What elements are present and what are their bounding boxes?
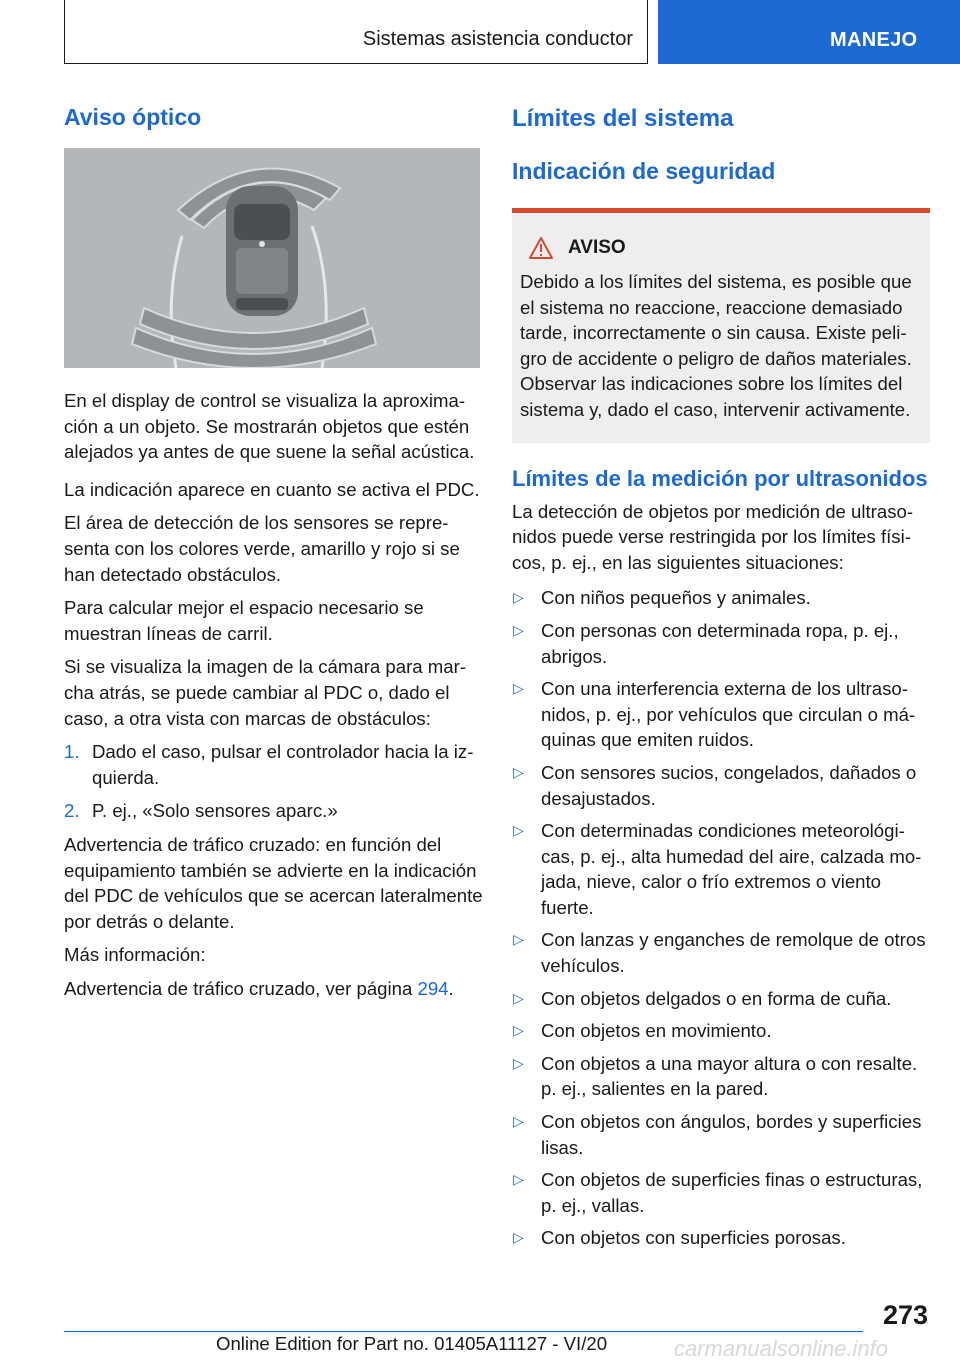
triangle-right-icon: ▷ (513, 589, 524, 606)
situations-list (512, 585, 930, 1251)
bullet-text: Con objetos con superficies porosas. (541, 1227, 846, 1249)
watermark-logo: carmanualsonline.info (674, 1336, 889, 1361)
list-item (512, 1167, 930, 1218)
header-chapter-label: MANEJO (830, 29, 918, 51)
right-column (512, 100, 930, 1258)
reference-text: Advertencia de tráfico cruzado, ver página (64, 977, 418, 999)
triangle-right-icon: ▷ (513, 1022, 524, 1039)
header-section-box (64, 0, 648, 64)
paragraph-lineas-carril: Para calcular mejor el espacio necesario se muestran líneas de carril. (64, 597, 424, 644)
page-link-294[interactable]: 294 (417, 977, 449, 999)
bullet-text: Con personas con determinada ropa, p. ej., abrigos. (541, 619, 899, 667)
triangle-right-icon: ▷ (513, 1113, 524, 1130)
list-item (512, 1018, 930, 1044)
list-item (512, 927, 930, 978)
warning-box (512, 208, 930, 443)
triangle-right-icon: ▷ (513, 989, 524, 1006)
bullet-text: Con lanzas y enganches de remolque de otros vehículos. (541, 929, 926, 977)
warning-triangle-icon (528, 236, 554, 260)
list-item (512, 618, 930, 669)
step-text: Dado el caso, pulsar el controlador hacia la izquierda. (92, 741, 474, 788)
footer-edition: Online Edition for Part no. 01405A11127 - VI/20 (216, 1333, 608, 1354)
list-item (512, 585, 930, 611)
paragraph-referencia (64, 976, 484, 1002)
page-number: 273 (882, 1300, 928, 1330)
left-column (64, 100, 484, 1001)
step-text: P. ej., «Solo sensores aparc.» (92, 800, 338, 822)
bullet-text: Con objetos delgados o en forma de cuña. (541, 987, 892, 1009)
warning-text: Debido a los límites del sistema, es posible que el sistema no reaccione, reaccione demasiado tarde, incorrectamente o sin causa. Existe peligro de accidente o peligro de daños materiales. Observar las indicaciones sobre los límites del sistema y, dado el caso, intervenir activamente. (520, 271, 912, 420)
triangle-right-icon: ▷ (513, 931, 524, 948)
header-section-title: Sistemas asistencia conductor (362, 28, 633, 50)
bullet-text: Con objetos de superficies finas o estructuras, p. ej., vallas. (541, 1169, 923, 1216)
list-item (64, 739, 484, 790)
bullet-text: Con sensores sucios, congelados, dañados o desajustados. (541, 761, 917, 809)
limites-ultrasonidos-heading: Límites de la medición por ultrasonidos (512, 465, 928, 491)
bullet-text: Con determinadas condiciones meteorológicas, p. ej., alta humedad del aire, calzada mojada, nieve, calor o frío extremos o viento fuerte. (541, 820, 922, 918)
list-item (512, 818, 930, 920)
paragraph-trafico-cruzado: Advertencia de tráfico cruzado: en función del equipamiento también se advierte en la indicación del PDC de vehículos que se acercan lateralmente por detrás o delante. (64, 833, 483, 932)
paragraph-area-deteccion: El área de detección de los sensores se representa con los colores verde, amarillo y rojo si se han detectado obstáculos. (64, 512, 460, 585)
bullet-text: Con objetos a una mayor altura o con resalte. p. ej., salientes en la pared. (541, 1052, 918, 1100)
step-number: 2. (64, 800, 80, 822)
list-item (512, 1225, 930, 1251)
footer-divider (64, 1331, 863, 1332)
list-item (64, 798, 484, 824)
reference-end: . (448, 977, 454, 999)
triangle-right-icon: ▷ (513, 621, 524, 638)
warning-label: AVISO (568, 237, 626, 258)
triangle-right-icon: ▷ (513, 1229, 524, 1246)
paragraph-indicacion: La indicación aparece en cuanto se activa el PDC. (64, 478, 480, 500)
bullet-text: Con objetos en movimiento. (541, 1020, 772, 1042)
list-item (512, 1109, 930, 1160)
indicacion-seguridad-heading: Indicación de seguridad (512, 158, 776, 184)
triangle-right-icon: ▷ (513, 1054, 524, 1071)
step-number: 1. (64, 741, 80, 763)
bullet-text: Con niños pequeños y animales. (541, 587, 811, 609)
list-item (512, 676, 930, 753)
warning-header (520, 233, 922, 263)
pdc-display-illustration (64, 148, 480, 368)
steps-list (64, 739, 484, 824)
triangle-right-icon: ▷ (513, 1171, 524, 1188)
triangle-right-icon: ▷ (513, 822, 524, 839)
triangle-right-icon: ▷ (513, 763, 524, 780)
limites-sistema-heading: Límites del sistema (512, 105, 734, 132)
aviso-optico-heading: Aviso óptico (64, 104, 202, 130)
triangle-right-icon: ▷ (513, 680, 524, 697)
list-item (512, 1051, 930, 1102)
pdc-car-graphic (64, 148, 480, 368)
paragraph-ultrasonidos-intro: La detección de objetos por medición de ultrasonidos puede verse restringida por los límites físicos, p. ej., en las siguientes situaciones: (512, 500, 914, 573)
paragraph-display: En el display de control se visualiza la aproximación a un objeto. Se mostrarán objetos que estén alejados ya antes de que suene la señal acústica. (64, 390, 475, 463)
list-item (512, 760, 930, 811)
list-item (512, 986, 930, 1012)
paragraph-mas-informacion: Más información: (64, 944, 206, 966)
paragraph-camara: Si se visualiza la imagen de la cámara para marcha atrás, se puede cambiar al PDC o, dado el caso, a otra vista con marcas de obstáculos: (64, 656, 467, 729)
bullet-text: Con objetos con ángulos, bordes y superficies lisas. (541, 1111, 922, 1158)
header-chapter-tab (658, 0, 960, 64)
bullet-text: Con una interferencia externa de los ultrasonidos, p. ej., por vehículos que circulan o máquinas que emiten ruidos. (541, 678, 916, 751)
